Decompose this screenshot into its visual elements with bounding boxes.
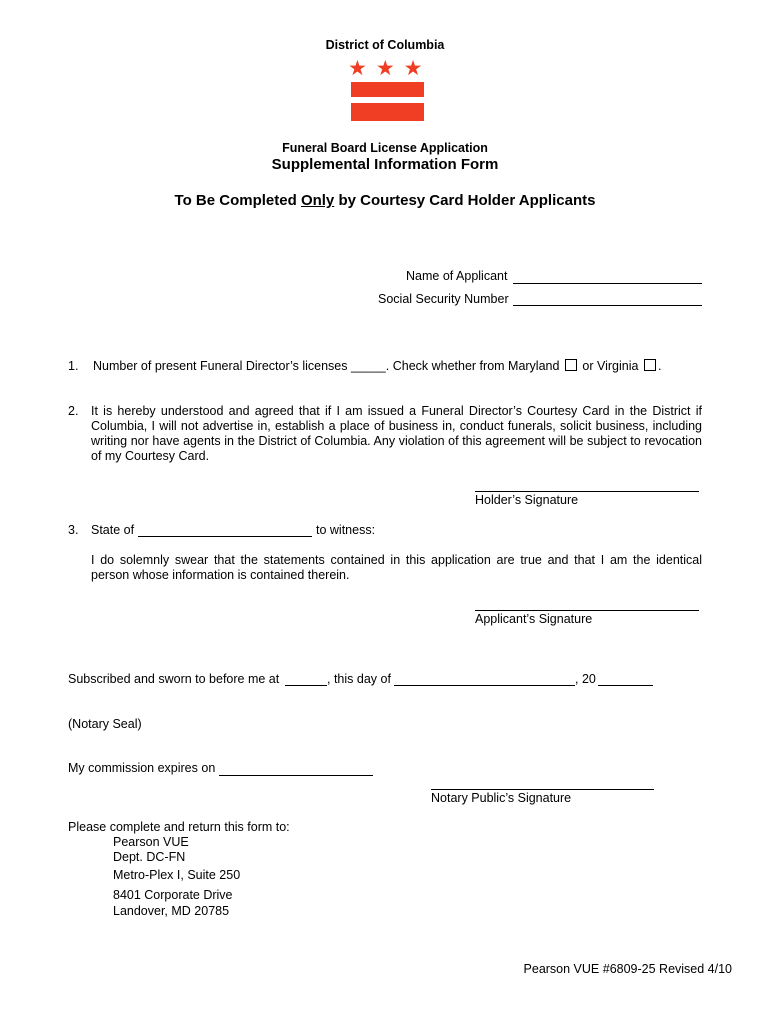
applicant-name-field[interactable] <box>513 283 702 284</box>
applicant-signature-label: Applicant’s Signature <box>475 612 593 626</box>
maryland-checkbox[interactable] <box>565 359 577 371</box>
notary-seal-label: (Notary Seal) <box>68 717 142 731</box>
subtitle-emphasis: Only <box>300 192 335 209</box>
state-field[interactable] <box>138 536 312 537</box>
applicant-name-label: Name of Applicant <box>406 269 508 283</box>
flag-bar-top <box>351 82 424 97</box>
address-line: 8401 Corporate Drive <box>113 888 233 902</box>
holder-signature-label: Holder’s Signature <box>475 493 579 507</box>
star-icon: ★ <box>403 57 432 80</box>
return-intro: Please complete and return this form to: <box>68 820 290 834</box>
form-category: Funeral Board License Application <box>282 141 488 155</box>
item1-text: Number of present Funeral Director’s licenses _____. Check whether from Maryland or Virginia . <box>93 359 662 373</box>
footer-form-id: Pearson VUE #6809-25 Revised 4/10 <box>523 962 732 976</box>
virginia-checkbox[interactable] <box>644 359 656 371</box>
star-icon: ★ <box>375 57 404 80</box>
commission-date-field[interactable] <box>219 775 373 776</box>
item1-number: 1. <box>68 359 79 373</box>
flag-stars <box>348 56 432 81</box>
license-count-field[interactable]: _____ <box>351 359 386 373</box>
address-line: Pearson VUE <box>113 835 189 849</box>
jurisdiction-title: District of Columbia <box>325 38 445 52</box>
ssn-field[interactable] <box>513 305 702 306</box>
flag-bar-bottom <box>351 103 424 121</box>
commission-label: My commission expires on <box>68 761 216 775</box>
subscribed-label: Subscribed and sworn to before me at <box>68 672 280 686</box>
notary-signature-line[interactable] <box>431 789 654 790</box>
date-field[interactable] <box>394 685 575 686</box>
form-title: Supplemental Information Form <box>271 156 499 173</box>
year-prefix: , 20 <box>575 672 596 686</box>
location-field[interactable] <box>285 685 327 686</box>
item2-text: It is hereby understood and agreed that if I am issued a Funeral Director’s Courtesy Card in the District if Columbia, I will not advertise in, establish a place of business in, conduct funerals, solicit business, including writing nor have agents in the District of Columbia. Any violation of this agreement will be subject to revocation of my Courtesy Card. <box>91 404 702 463</box>
item3-number: 3. <box>68 523 79 537</box>
state-label: State of <box>91 523 135 537</box>
oath-text: I do solemnly swear that the statements contained in this application are true and that I am the identical person whose information is contained therein. <box>91 553 702 582</box>
witness-label: to witness: <box>316 523 376 537</box>
form-subtitle: To Be Completed Only by Courtesy Card Holder Applicants <box>174 192 596 209</box>
address-line: Metro-Plex I, Suite 250 <box>113 868 241 882</box>
item2-number: 2. <box>68 404 79 418</box>
address-line: Dept. DC-FN <box>113 850 186 864</box>
address-line: Landover, MD 20785 <box>113 904 230 918</box>
holder-signature-line[interactable] <box>475 491 699 492</box>
notary-signature-label: Notary Public’s Signature <box>431 791 572 805</box>
year-field[interactable] <box>598 685 653 686</box>
day-of-label: , this day of <box>327 672 391 686</box>
applicant-signature-line[interactable] <box>475 610 699 611</box>
ssn-label: Social Security Number <box>378 292 509 306</box>
star-icon: ★ <box>348 57 376 80</box>
